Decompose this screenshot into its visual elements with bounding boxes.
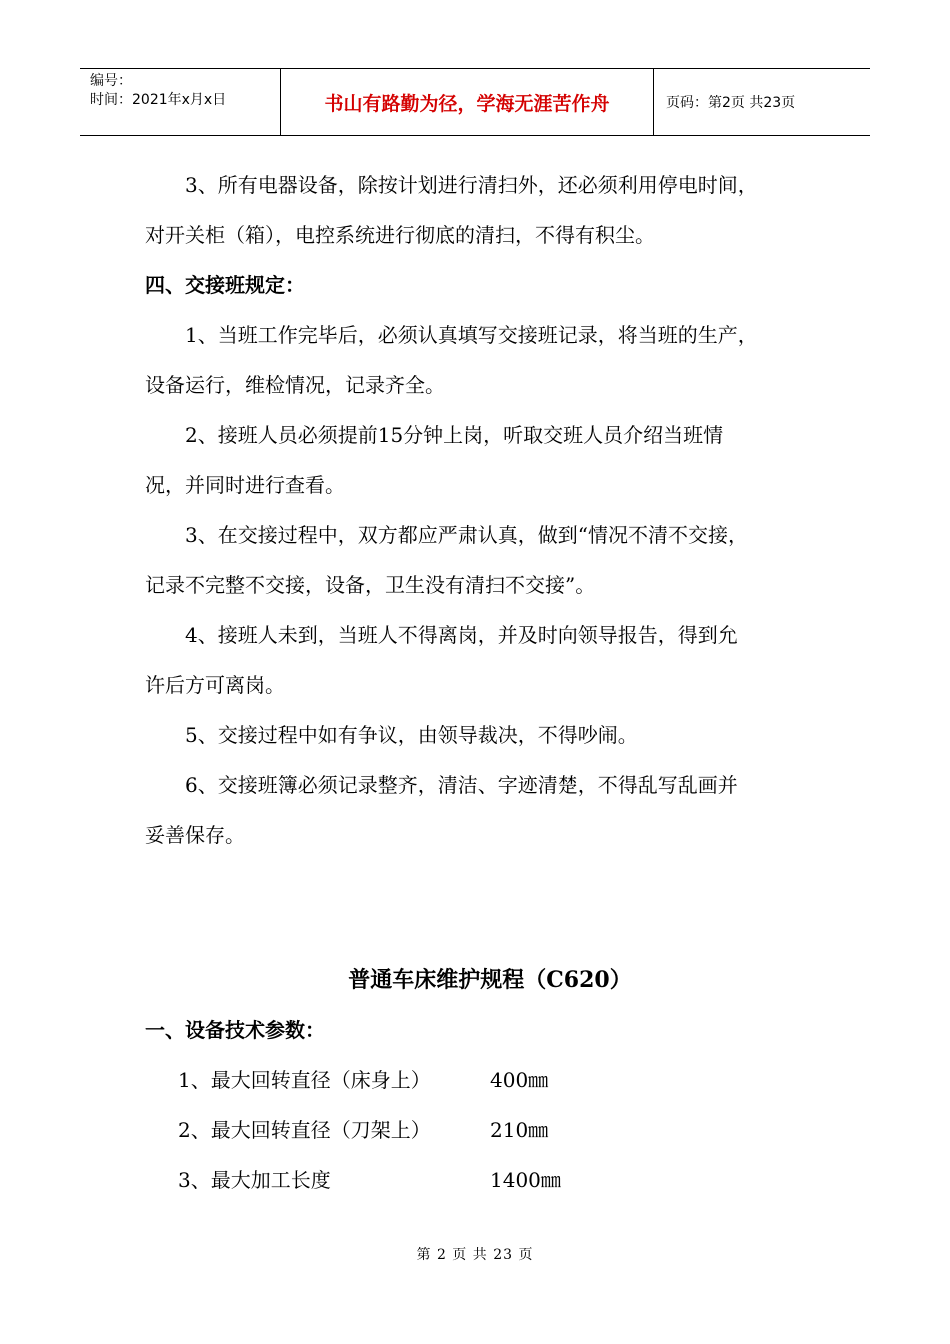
page-header: [80, 68, 870, 136]
document-date: 时间：2021年x月x日: [90, 92, 227, 108]
spec-value: 400㎜: [490, 1068, 549, 1092]
page-footer: 第 2 页 共 23 页: [416, 1247, 534, 1263]
spec-label: 1、最大回转直径（床身上）: [178, 1068, 431, 1092]
paragraph: 3、所有电器设备，除按计划进行清扫外，还必须利用停电时间，: [185, 173, 758, 197]
header-page-code: 页码：第2页 共23页: [666, 95, 796, 111]
paragraph: 2、接班人员必须提前15分钟上岗，听取交班人员介绍当班情: [185, 423, 724, 447]
paragraph: 设备运行，维检情况，记录齐全。: [145, 373, 445, 397]
section-heading: 四、交接班规定：: [145, 273, 305, 297]
spec-heading: 一、设备技术参数：: [145, 1018, 325, 1042]
spec-label: 2、最大回转直径（刀架上）: [178, 1118, 431, 1142]
paragraph: 记录不完整不交接，设备，卫生没有清扫不交接”。: [145, 573, 596, 597]
paragraph: 况，并同时进行查看。: [145, 473, 345, 497]
paragraph: 5、交接过程中如有争议，由领导裁决，不得吵闹。: [185, 723, 638, 747]
paragraph: 4、接班人未到，当班人不得离岗，并及时向领导报告，得到允: [185, 623, 738, 647]
paragraph: 3、在交接过程中，双方都应严肃认真，做到“情况不清不交接，: [185, 523, 748, 547]
spec-list: [178, 1055, 561, 1205]
document-number: 编号：: [90, 73, 132, 89]
spec-value: 1400㎜: [490, 1168, 561, 1192]
spec-row: [178, 1155, 561, 1205]
paragraph: 妥善保存。: [145, 823, 245, 847]
document-body: [145, 160, 835, 860]
paragraph: 1、当班工作完毕后，必须认真填写交接班记录，将当班的生产，: [185, 323, 758, 347]
spec-label: 3、最大加工长度: [178, 1168, 331, 1192]
spec-row: [178, 1105, 561, 1155]
paragraph: 许后方可离岗。: [145, 673, 285, 697]
section-title: 普通车床维护规程（C620）: [348, 967, 632, 993]
header-meta: [80, 69, 281, 135]
paragraph: 6、交接班簿必须记录整齐，清洁、字迹清楚，不得乱写乱画并: [185, 773, 738, 797]
paragraph: 对开关柜（箱），电控系统进行彻底的清扫，不得有积尘。: [145, 223, 655, 247]
spec-row: [178, 1055, 561, 1105]
header-motto: 书山有路勤为径，学海无涯苦作舟: [281, 69, 654, 135]
spec-value: 210㎜: [490, 1118, 549, 1142]
